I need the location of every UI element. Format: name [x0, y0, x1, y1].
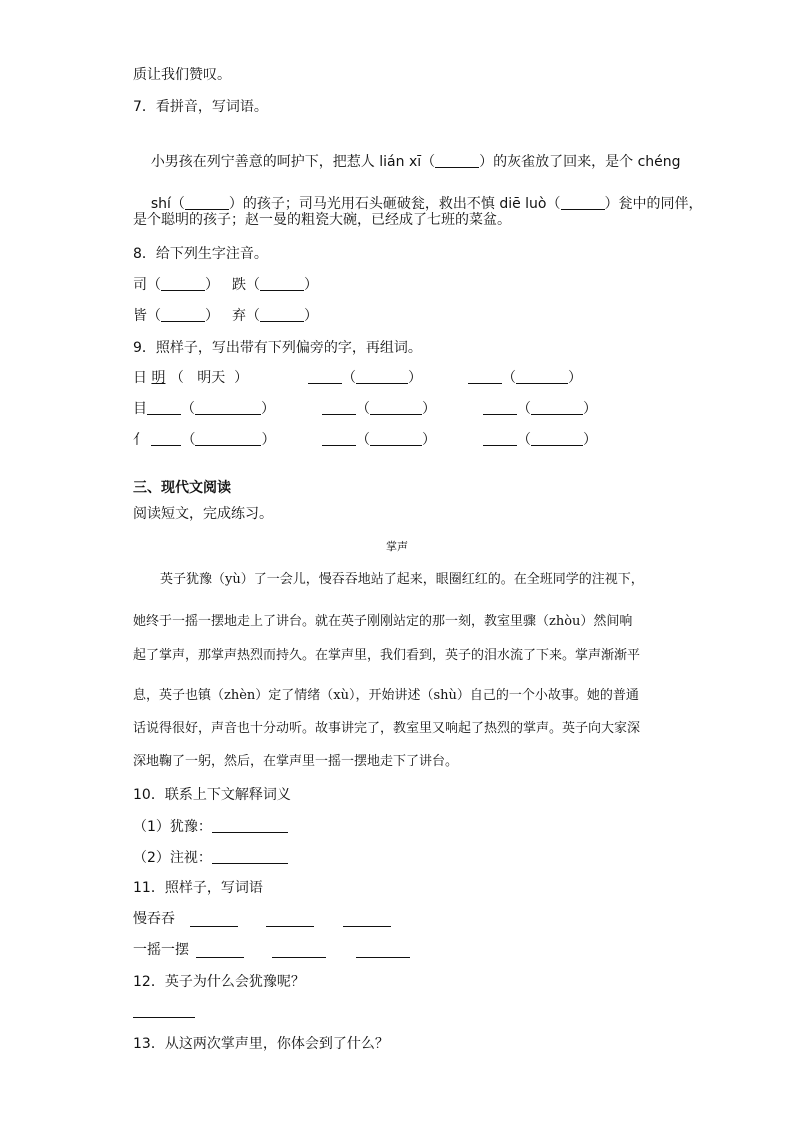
- answer-blank[interactable]: [161, 276, 205, 291]
- q7-text: ）的孩子；司马光用石头砸破瓮，救出不慎 diē luò（: [228, 196, 561, 212]
- q7-text: shí（: [150, 196, 185, 212]
- q9-answer: （ ）: [322, 431, 436, 449]
- passage-line: 起了掌声，那掌声热烈而持久。在掌声里，我们看到，英子的泪水流了下来。掌声渐渐平: [133, 648, 641, 663]
- answer-blank[interactable]: [195, 431, 261, 446]
- q8-item: 跌（ ）: [232, 277, 318, 293]
- q13-title: 13．从这两次掌声里，你体会到了什么？: [133, 1036, 389, 1052]
- answer-blank[interactable]: [561, 195, 605, 210]
- answer-blank[interactable]: [212, 849, 288, 864]
- answer-blank[interactable]: [370, 400, 422, 415]
- answer-blank[interactable]: [435, 153, 479, 168]
- q11-title: 11．照样子，写词语: [133, 880, 263, 896]
- answer-blank[interactable]: [161, 307, 205, 322]
- answer-blank[interactable]: [516, 369, 568, 384]
- q10-item: （1）犹豫：: [133, 818, 288, 836]
- passage-line: 英子犹豫（yù）了一会儿，慢吞吞地站了起来，眼圈红红的。在全班同学的注视下，: [160, 572, 644, 587]
- section-instruction: 阅读短文，完成练习。: [133, 506, 273, 522]
- q8-item: 皆（ ）: [133, 308, 219, 324]
- q10-item: （2）注视：: [133, 849, 288, 867]
- q7-title: 7．看拼音，写词语。: [133, 99, 268, 115]
- q8-item: 弃（ ）: [232, 308, 318, 324]
- answer-blank[interactable]: [531, 400, 583, 415]
- answer-blank[interactable]: [356, 369, 408, 384]
- section-heading: 三、现代文阅读: [133, 480, 231, 496]
- answer-blank[interactable]: [147, 400, 181, 415]
- answer-blank[interactable]: [133, 1003, 195, 1018]
- answer-blank[interactable]: [195, 400, 261, 415]
- answer-blank[interactable]: [185, 195, 229, 210]
- passage-line: 深地鞠了一躬，然后，在掌声里一摇一摆地走下了讲台。: [133, 754, 459, 769]
- q8-title: 8．给下列生字注音。: [133, 246, 268, 262]
- answer-blank[interactable]: [483, 431, 517, 446]
- q9-row2: 目 （ ）: [133, 401, 275, 417]
- answer-blank[interactable]: [272, 943, 326, 958]
- q11-example: 慢吞吞: [133, 911, 175, 927]
- answer-blank[interactable]: [212, 818, 288, 833]
- answer-blank[interactable]: [260, 276, 304, 291]
- q10-title: 10．联系上下文解释词义: [133, 787, 291, 803]
- answer-blank[interactable]: [468, 369, 502, 384]
- q9-answer: （ ）: [483, 431, 597, 449]
- q9-row1: 日 明 （ 明天 ）: [133, 370, 249, 386]
- answer-blank[interactable]: [196, 943, 244, 958]
- q9-row3: 亻 （ ）: [133, 432, 276, 448]
- text-line: 质让我们赞叹。: [133, 67, 231, 83]
- answer-blank[interactable]: [370, 431, 422, 446]
- answer-blank[interactable]: [356, 943, 410, 958]
- q9-answer: （ ）: [468, 369, 582, 387]
- q7-text: 小男孩在列宁善意的呵护下，把惹人 lián xī（: [150, 154, 436, 170]
- q7-text: ）瓮中的同伴，: [604, 196, 703, 212]
- answer-blank[interactable]: [343, 912, 391, 927]
- answer-blank[interactable]: [322, 400, 356, 415]
- passage-line: 息，英子也镇（zhèn）定了情绪（xù），开始讲述（shù）自己的一个小故事。她的普通: [133, 688, 639, 703]
- passage-title: 掌声: [386, 540, 408, 553]
- passage-line: 她终于一摇一摆地走上了讲台。就在英子刚刚站定的那一刻，教室里骤（zhòu）然间响: [133, 614, 633, 629]
- answer-blank[interactable]: [260, 307, 304, 322]
- q7-line-3: 是个聪明的孩子；赵一曼的粗瓷大碗，已经成了七班的菜盆。: [133, 212, 511, 228]
- q7-text: ）的灰雀放了回来，是个 chéng: [479, 154, 681, 170]
- answer-blank[interactable]: [190, 912, 238, 927]
- answer-blank[interactable]: [322, 431, 356, 446]
- q9-title: 9．照样子，写出带有下列偏旁的字，再组词。: [133, 340, 422, 356]
- answer-blank[interactable]: [531, 431, 583, 446]
- answer-blank[interactable]: [483, 400, 517, 415]
- q9-answer: （ ）: [322, 400, 436, 418]
- q9-answer: （ ）: [308, 369, 422, 387]
- q12-title: 12．英子为什么会犹豫呢？: [133, 974, 305, 990]
- answer-blank[interactable]: [266, 912, 314, 927]
- passage-line: 话说得很好，声音也十分动听。故事讲完了，教室里又响起了热烈的掌声。英子向大家深: [133, 721, 641, 736]
- q11-example: 一摇一摆: [133, 942, 189, 958]
- answer-blank[interactable]: [308, 369, 342, 384]
- q8-item: 司（ ）: [133, 277, 219, 293]
- answer-blank[interactable]: [151, 431, 181, 446]
- q9-answer: （ ）: [483, 400, 597, 418]
